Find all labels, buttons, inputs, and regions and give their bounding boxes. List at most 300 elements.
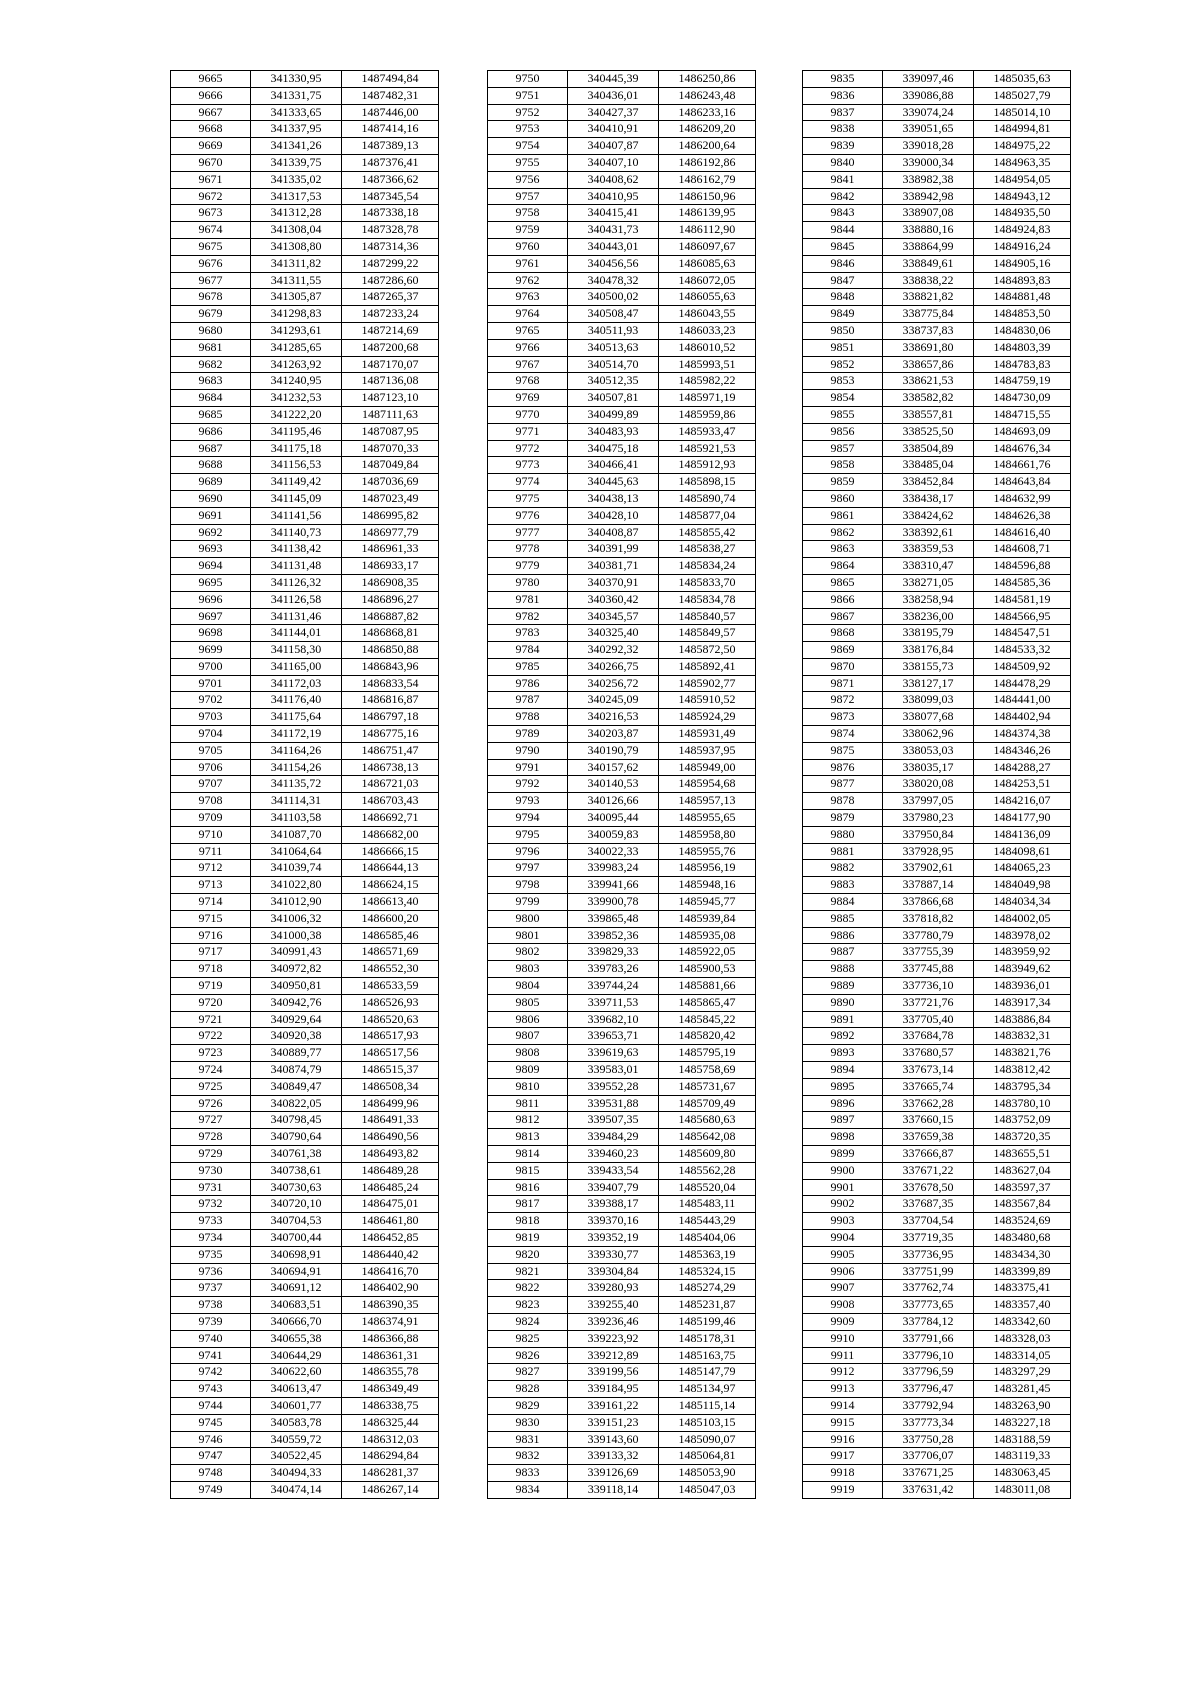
x-coordinate-cell: 341341,26 [251, 138, 342, 155]
table-row [488, 793, 756, 810]
point-number-cell: 9884 [803, 894, 883, 911]
table-row [488, 826, 756, 843]
table-row [171, 742, 439, 759]
y-coordinate-cell: 1486833,54 [342, 675, 439, 692]
table-row [488, 1431, 756, 1448]
x-coordinate-cell: 340694,91 [251, 1263, 342, 1280]
x-coordinate-cell: 341195,46 [251, 423, 342, 440]
point-number-cell: 9781 [488, 591, 568, 608]
y-coordinate-cell: 1486192,86 [659, 154, 756, 171]
y-coordinate-cell: 1485900,53 [659, 961, 756, 978]
point-number-cell: 9702 [171, 692, 251, 709]
table-row [171, 961, 439, 978]
y-coordinate-cell: 1485902,77 [659, 675, 756, 692]
y-coordinate-cell: 1487070,33 [342, 440, 439, 457]
table-row [803, 1129, 1071, 1146]
y-coordinate-cell: 1487494,84 [342, 71, 439, 88]
table-row [171, 1431, 439, 1448]
point-number-cell: 9783 [488, 625, 568, 642]
table-row [171, 1028, 439, 1045]
table-row [803, 255, 1071, 272]
point-number-cell: 9685 [171, 406, 251, 423]
point-number-cell: 9849 [803, 306, 883, 323]
point-number-cell: 9762 [488, 272, 568, 289]
y-coordinate-cell: 1485948,16 [659, 877, 756, 894]
table-row [488, 188, 756, 205]
x-coordinate-cell: 341135,72 [251, 776, 342, 793]
point-number-cell: 9916 [803, 1431, 883, 1448]
point-number-cell: 9699 [171, 642, 251, 659]
x-coordinate-cell: 337721,76 [883, 994, 974, 1011]
x-coordinate-cell: 338838,22 [883, 272, 974, 289]
y-coordinate-cell: 1485147,79 [659, 1364, 756, 1381]
y-coordinate-cell: 1485982,22 [659, 373, 756, 390]
point-number-cell: 9898 [803, 1129, 883, 1146]
table-row [171, 910, 439, 927]
point-number-cell: 9890 [803, 994, 883, 1011]
point-number-cell: 9722 [171, 1028, 251, 1045]
point-number-cell: 9703 [171, 709, 251, 726]
table-row [488, 1481, 756, 1498]
table-row [803, 1465, 1071, 1482]
x-coordinate-cell: 340391,99 [568, 541, 659, 558]
x-coordinate-cell: 340700,44 [251, 1229, 342, 1246]
point-number-cell: 9807 [488, 1028, 568, 1045]
table-row [171, 1146, 439, 1163]
table-row [488, 1465, 756, 1482]
y-coordinate-cell: 1483328,03 [974, 1330, 1071, 1347]
point-number-cell: 9886 [803, 927, 883, 944]
x-coordinate-cell: 338062,96 [883, 726, 974, 743]
table-row [803, 1213, 1071, 1230]
x-coordinate-cell: 340216,53 [568, 709, 659, 726]
table-row [803, 910, 1071, 927]
table-row [803, 373, 1071, 390]
y-coordinate-cell: 1483399,89 [974, 1263, 1071, 1280]
point-number-cell: 9687 [171, 440, 251, 457]
y-coordinate-cell: 1487376,41 [342, 154, 439, 171]
point-number-cell: 9736 [171, 1263, 251, 1280]
point-number-cell: 9708 [171, 793, 251, 810]
x-coordinate-cell: 337773,34 [883, 1414, 974, 1431]
y-coordinate-cell: 1486440,42 [342, 1246, 439, 1263]
point-number-cell: 9706 [171, 759, 251, 776]
table-row [803, 927, 1071, 944]
point-number-cell: 9682 [171, 356, 251, 373]
x-coordinate-cell: 338982,38 [883, 171, 974, 188]
table-row [171, 306, 439, 323]
x-coordinate-cell: 341293,61 [251, 322, 342, 339]
table-row [803, 104, 1071, 121]
x-coordinate-cell: 339051,65 [883, 121, 974, 138]
x-coordinate-cell: 340500,02 [568, 289, 659, 306]
table-row [803, 1364, 1071, 1381]
table-row [488, 574, 756, 591]
x-coordinate-cell: 340325,40 [568, 625, 659, 642]
point-number-cell: 9859 [803, 474, 883, 491]
x-coordinate-cell: 338849,61 [883, 255, 974, 272]
y-coordinate-cell: 1487214,69 [342, 322, 439, 339]
y-coordinate-cell: 1486908,35 [342, 574, 439, 591]
y-coordinate-cell: 1484098,61 [974, 843, 1071, 860]
table-row [488, 255, 756, 272]
x-coordinate-cell: 340360,42 [568, 591, 659, 608]
y-coordinate-cell: 1486490,56 [342, 1129, 439, 1146]
table-row [171, 1465, 439, 1482]
x-coordinate-cell: 341335,02 [251, 171, 342, 188]
y-coordinate-cell: 1486139,95 [659, 205, 756, 222]
table-row [803, 591, 1071, 608]
y-coordinate-cell: 1486416,70 [342, 1263, 439, 1280]
table-row [171, 1213, 439, 1230]
y-coordinate-cell: 1486552,30 [342, 961, 439, 978]
table-row [803, 71, 1071, 88]
table-row [803, 675, 1071, 692]
point-number-cell: 9671 [171, 171, 251, 188]
y-coordinate-cell: 1487123,10 [342, 390, 439, 407]
y-coordinate-cell: 1486361,31 [342, 1347, 439, 1364]
point-number-cell: 9684 [171, 390, 251, 407]
table-row [171, 994, 439, 1011]
y-coordinate-cell: 1485680,63 [659, 1112, 756, 1129]
table-row [488, 154, 756, 171]
x-coordinate-cell: 341145,09 [251, 490, 342, 507]
x-coordinate-cell: 339352,19 [568, 1229, 659, 1246]
table-row [171, 390, 439, 407]
x-coordinate-cell: 340483,93 [568, 423, 659, 440]
point-number-cell: 9693 [171, 541, 251, 558]
point-number-cell: 9910 [803, 1330, 883, 1347]
point-number-cell: 9679 [171, 306, 251, 323]
x-coordinate-cell: 341039,74 [251, 860, 342, 877]
x-coordinate-cell: 339151,23 [568, 1414, 659, 1431]
y-coordinate-cell: 1486033,23 [659, 322, 756, 339]
table-row [171, 978, 439, 995]
y-coordinate-cell: 1485064,81 [659, 1448, 756, 1465]
table-row [803, 759, 1071, 776]
x-coordinate-cell: 337678,50 [883, 1179, 974, 1196]
point-number-cell: 9719 [171, 978, 251, 995]
x-coordinate-cell: 340095,44 [568, 810, 659, 827]
table-row [171, 272, 439, 289]
y-coordinate-cell: 1485027,79 [974, 87, 1071, 104]
table-row [488, 222, 756, 239]
y-coordinate-cell: 1485877,04 [659, 507, 756, 524]
x-coordinate-cell: 338864,99 [883, 238, 974, 255]
table-row [171, 642, 439, 659]
y-coordinate-cell: 1484585,36 [974, 574, 1071, 591]
x-coordinate-cell: 341165,00 [251, 658, 342, 675]
y-coordinate-cell: 1484924,83 [974, 222, 1071, 239]
y-coordinate-cell: 1487345,54 [342, 188, 439, 205]
x-coordinate-cell: 337762,74 [883, 1280, 974, 1297]
y-coordinate-cell: 1485865,47 [659, 994, 756, 1011]
y-coordinate-cell: 1486613,40 [342, 894, 439, 911]
x-coordinate-cell: 339507,35 [568, 1112, 659, 1129]
table-row [488, 1146, 756, 1163]
table-row [171, 1347, 439, 1364]
table-row [803, 1414, 1071, 1431]
y-coordinate-cell: 1485933,47 [659, 423, 756, 440]
point-number-cell: 9803 [488, 961, 568, 978]
point-number-cell: 9829 [488, 1397, 568, 1414]
y-coordinate-cell: 1484596,88 [974, 558, 1071, 575]
point-number-cell: 9832 [488, 1448, 568, 1465]
y-coordinate-cell: 1483567,84 [974, 1196, 1071, 1213]
x-coordinate-cell: 337796,59 [883, 1364, 974, 1381]
table-row [171, 759, 439, 776]
y-coordinate-cell: 1486475,01 [342, 1196, 439, 1213]
y-coordinate-cell: 1486461,80 [342, 1213, 439, 1230]
table-row [488, 1011, 756, 1028]
y-coordinate-cell: 1486533,59 [342, 978, 439, 995]
x-coordinate-cell: 340428,10 [568, 507, 659, 524]
point-number-cell: 9909 [803, 1313, 883, 1330]
x-coordinate-cell: 340445,39 [568, 71, 659, 88]
x-coordinate-cell: 340720,10 [251, 1196, 342, 1213]
x-coordinate-cell: 341006,32 [251, 910, 342, 927]
x-coordinate-cell: 340370,91 [568, 574, 659, 591]
table-row [803, 877, 1071, 894]
x-coordinate-cell: 340874,79 [251, 1062, 342, 1079]
x-coordinate-cell: 340407,10 [568, 154, 659, 171]
table-row [488, 390, 756, 407]
table-row [803, 541, 1071, 558]
point-number-cell: 9825 [488, 1330, 568, 1347]
y-coordinate-cell: 1486250,86 [659, 71, 756, 88]
point-number-cell: 9728 [171, 1129, 251, 1146]
point-number-cell: 9767 [488, 356, 568, 373]
x-coordinate-cell: 339118,14 [568, 1481, 659, 1498]
table-row [803, 1246, 1071, 1263]
x-coordinate-cell: 337704,54 [883, 1213, 974, 1230]
table-row [171, 927, 439, 944]
x-coordinate-cell: 338424,62 [883, 507, 974, 524]
x-coordinate-cell: 340408,62 [568, 171, 659, 188]
point-number-cell: 9852 [803, 356, 883, 373]
table-row [803, 457, 1071, 474]
x-coordinate-cell: 339184,95 [568, 1381, 659, 1398]
x-coordinate-cell: 339304,84 [568, 1263, 659, 1280]
point-number-cell: 9881 [803, 843, 883, 860]
table-row [171, 625, 439, 642]
table-row [803, 1146, 1071, 1163]
x-coordinate-cell: 338557,81 [883, 406, 974, 423]
x-coordinate-cell: 340157,62 [568, 759, 659, 776]
table-row [171, 1364, 439, 1381]
point-number-cell: 9815 [488, 1162, 568, 1179]
y-coordinate-cell: 1484608,71 [974, 541, 1071, 558]
y-coordinate-cell: 1485642,08 [659, 1129, 756, 1146]
point-number-cell: 9764 [488, 306, 568, 323]
y-coordinate-cell: 1485840,57 [659, 608, 756, 625]
x-coordinate-cell: 341175,64 [251, 709, 342, 726]
x-coordinate-cell: 339236,46 [568, 1313, 659, 1330]
x-coordinate-cell: 340140,53 [568, 776, 659, 793]
table-row [171, 222, 439, 239]
point-number-cell: 9799 [488, 894, 568, 911]
point-number-cell: 9907 [803, 1280, 883, 1297]
point-number-cell: 9894 [803, 1062, 883, 1079]
x-coordinate-cell: 341317,53 [251, 188, 342, 205]
x-coordinate-cell: 339460,23 [568, 1146, 659, 1163]
table-row [171, 1397, 439, 1414]
x-coordinate-cell: 340266,75 [568, 658, 659, 675]
point-number-cell: 9793 [488, 793, 568, 810]
point-number-cell: 9919 [803, 1481, 883, 1498]
point-number-cell: 9745 [171, 1414, 251, 1431]
table-row [803, 474, 1071, 491]
y-coordinate-cell: 1487023,49 [342, 490, 439, 507]
table-row [488, 205, 756, 222]
point-number-cell: 9813 [488, 1129, 568, 1146]
x-coordinate-cell: 340408,87 [568, 524, 659, 541]
point-number-cell: 9666 [171, 87, 251, 104]
table-row [803, 339, 1071, 356]
table-row [803, 1078, 1071, 1095]
point-number-cell: 9667 [171, 104, 251, 121]
y-coordinate-cell: 1484346,26 [974, 742, 1071, 759]
x-coordinate-cell: 340478,32 [568, 272, 659, 289]
point-number-cell: 9735 [171, 1246, 251, 1263]
y-coordinate-cell: 1484626,38 [974, 507, 1071, 524]
x-coordinate-cell: 341064,64 [251, 843, 342, 860]
point-number-cell: 9828 [488, 1381, 568, 1398]
table-row [803, 87, 1071, 104]
x-coordinate-cell: 337660,15 [883, 1112, 974, 1129]
table-row [171, 356, 439, 373]
x-coordinate-cell: 338942,98 [883, 188, 974, 205]
x-coordinate-cell: 339255,40 [568, 1297, 659, 1314]
point-number-cell: 9896 [803, 1095, 883, 1112]
point-number-cell: 9707 [171, 776, 251, 793]
point-number-cell: 9692 [171, 524, 251, 541]
y-coordinate-cell: 1484905,16 [974, 255, 1071, 272]
y-coordinate-cell: 1486977,79 [342, 524, 439, 541]
y-coordinate-cell: 1487200,68 [342, 339, 439, 356]
table-row [488, 541, 756, 558]
table-row [171, 1162, 439, 1179]
point-number-cell: 9850 [803, 322, 883, 339]
point-number-cell: 9779 [488, 558, 568, 575]
y-coordinate-cell: 1487389,13 [342, 138, 439, 155]
x-coordinate-cell: 339223,92 [568, 1330, 659, 1347]
point-number-cell: 9713 [171, 877, 251, 894]
x-coordinate-cell: 340613,47 [251, 1381, 342, 1398]
point-number-cell: 9814 [488, 1146, 568, 1163]
point-number-cell: 9789 [488, 726, 568, 743]
x-coordinate-cell: 341232,53 [251, 390, 342, 407]
point-number-cell: 9908 [803, 1297, 883, 1314]
table-row [171, 524, 439, 541]
point-number-cell: 9808 [488, 1045, 568, 1062]
point-number-cell: 9844 [803, 222, 883, 239]
y-coordinate-cell: 1486887,82 [342, 608, 439, 625]
y-coordinate-cell: 1486355,78 [342, 1364, 439, 1381]
table-row [171, 843, 439, 860]
point-number-cell: 9860 [803, 490, 883, 507]
table-row [488, 1330, 756, 1347]
point-number-cell: 9759 [488, 222, 568, 239]
point-number-cell: 9900 [803, 1162, 883, 1179]
x-coordinate-cell: 338582,82 [883, 390, 974, 407]
point-number-cell: 9794 [488, 810, 568, 827]
y-coordinate-cell: 1484994,81 [974, 121, 1071, 138]
x-coordinate-cell: 339531,88 [568, 1095, 659, 1112]
point-number-cell: 9714 [171, 894, 251, 911]
x-coordinate-cell: 340849,47 [251, 1078, 342, 1095]
point-number-cell: 9753 [488, 121, 568, 138]
table-row [803, 272, 1071, 289]
y-coordinate-cell: 1484177,90 [974, 810, 1071, 827]
table-row [171, 709, 439, 726]
point-number-cell: 9758 [488, 205, 568, 222]
y-coordinate-cell: 1486485,24 [342, 1179, 439, 1196]
point-number-cell: 9867 [803, 608, 883, 625]
y-coordinate-cell: 1483263,90 [974, 1397, 1071, 1414]
table-row [803, 205, 1071, 222]
y-coordinate-cell: 1485035,63 [974, 71, 1071, 88]
y-coordinate-cell: 1487170,07 [342, 356, 439, 373]
x-coordinate-cell: 340415,41 [568, 205, 659, 222]
table-row [488, 1129, 756, 1146]
table-row [488, 1381, 756, 1398]
point-number-cell: 9831 [488, 1431, 568, 1448]
y-coordinate-cell: 1486517,56 [342, 1045, 439, 1062]
y-coordinate-cell: 1485833,70 [659, 574, 756, 591]
table-row [171, 1481, 439, 1498]
point-number-cell: 9741 [171, 1347, 251, 1364]
table-row [803, 860, 1071, 877]
x-coordinate-cell: 339161,22 [568, 1397, 659, 1414]
point-number-cell: 9891 [803, 1011, 883, 1028]
point-number-cell: 9905 [803, 1246, 883, 1263]
table-row [171, 1129, 439, 1146]
table-row [171, 608, 439, 625]
table-row [488, 373, 756, 390]
point-number-cell: 9918 [803, 1465, 883, 1482]
point-number-cell: 9845 [803, 238, 883, 255]
x-coordinate-cell: 339280,93 [568, 1280, 659, 1297]
x-coordinate-cell: 337659,38 [883, 1129, 974, 1146]
x-coordinate-cell: 340644,29 [251, 1347, 342, 1364]
point-number-cell: 9903 [803, 1213, 883, 1230]
table-row [171, 1414, 439, 1431]
table-row [803, 222, 1071, 239]
x-coordinate-cell: 340950,81 [251, 978, 342, 995]
y-coordinate-cell: 1483780,10 [974, 1095, 1071, 1112]
y-coordinate-cell: 1484783,83 [974, 356, 1071, 373]
point-number-cell: 9809 [488, 1062, 568, 1079]
table-row [488, 860, 756, 877]
x-coordinate-cell: 337665,74 [883, 1078, 974, 1095]
table-row [171, 1313, 439, 1330]
table-row [171, 591, 439, 608]
table-row [488, 894, 756, 911]
table-row [488, 961, 756, 978]
x-coordinate-cell: 339086,88 [883, 87, 974, 104]
y-coordinate-cell: 1486775,16 [342, 726, 439, 743]
x-coordinate-cell: 340559,72 [251, 1431, 342, 1448]
point-number-cell: 9821 [488, 1263, 568, 1280]
table-row [803, 608, 1071, 625]
point-number-cell: 9899 [803, 1146, 883, 1163]
table-row [171, 860, 439, 877]
y-coordinate-cell: 1486243,48 [659, 87, 756, 104]
point-number-cell: 9904 [803, 1229, 883, 1246]
point-number-cell: 9895 [803, 1078, 883, 1095]
table-row [171, 373, 439, 390]
